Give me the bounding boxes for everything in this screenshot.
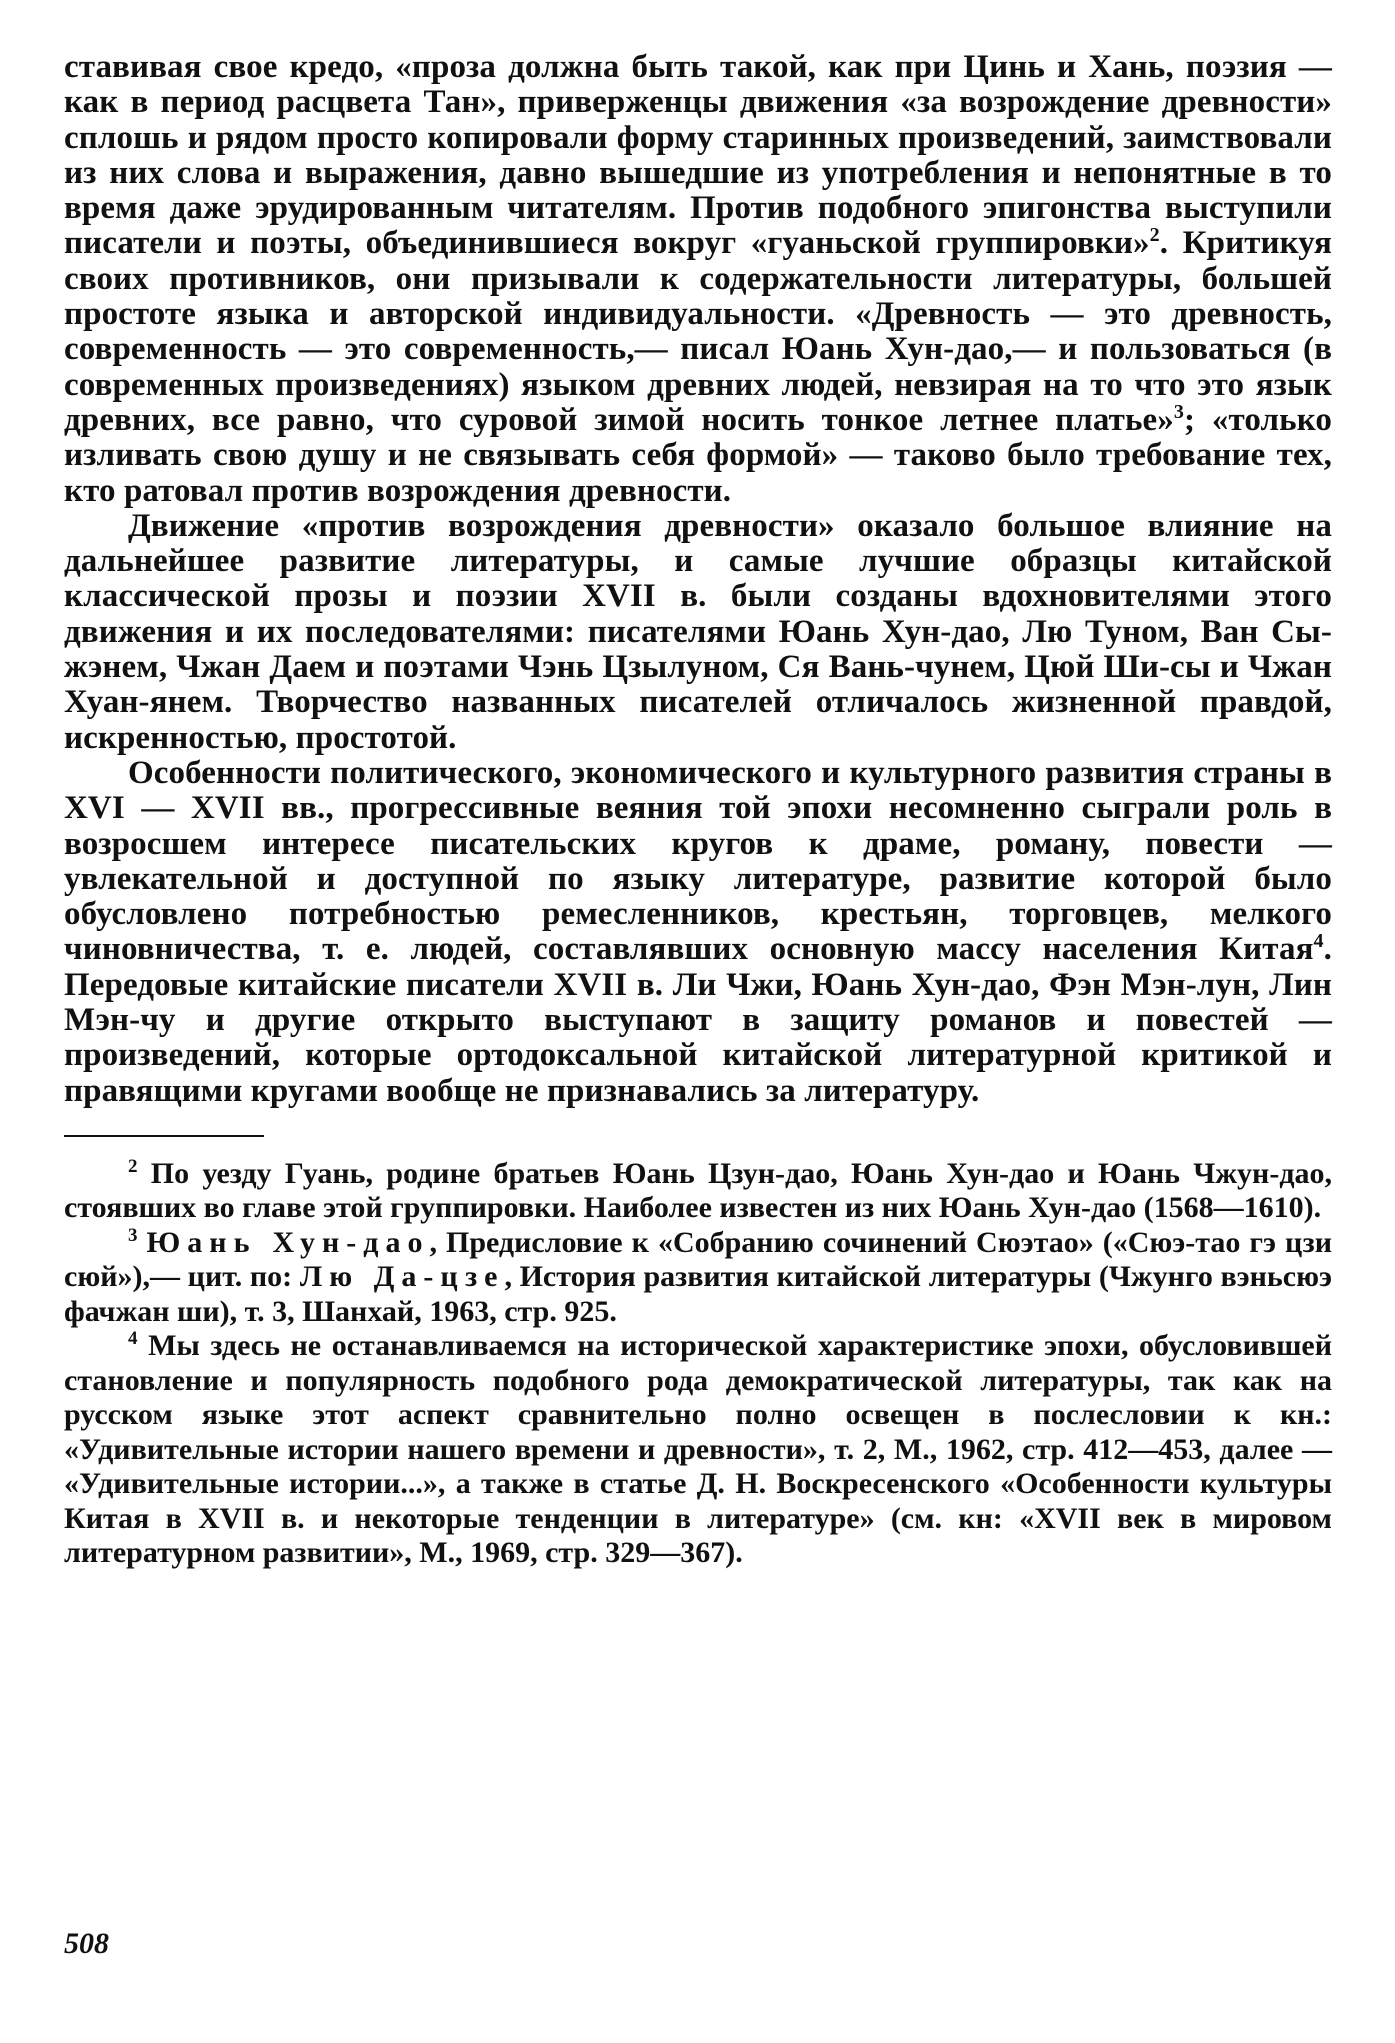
footnotes <box>64 1157 1332 1571</box>
footnote-ref-2[interactable]: 2 <box>1149 224 1160 247</box>
footnote-4 <box>64 1329 1332 1571</box>
footnote-3-text-b: , История развития китайской литературы (Чжунго вэньсюэ фачжан ши), т. 3, Шанхай, 1963, стр. 925. <box>64 1260 1332 1328</box>
footnote-mark-2: 2 <box>128 1155 138 1177</box>
paragraph-1-part-c: ; «только изливать свою душу и не связывать себя формой» — таково было требование тех, кто ратовал против возрождения древности. <box>64 401 1332 509</box>
paragraph-3-part-b: . Передовые китайские писатели XVII в. Ли Чжи, Юань Хун-дао, Фэн Мэн-лун, Лин Мэн-чу и другие открыто выступают в защиту романов и повестей — произведений, которые ортодоксальной китайской литературной критикой и правящими кругами вообще не признавались за литературу. <box>64 931 1332 1109</box>
footnote-3-author: Юань Хун-дао <box>146 1225 430 1259</box>
paragraph-3 <box>64 756 1332 1109</box>
footnote-divider <box>64 1135 264 1137</box>
paragraph-2: Движение «против возрождения древности» оказало большое влияние на дальнейшее развитие литературы, и самые лучшие образцы китайской классической прозы и поэзии XVII в. были созданы вдохновителями этого движения и их последователями: писателями Юань Хун-дао, Лю Туном, Ван Сы-жэнем, Чжан Даем и поэтами Чэнь Цзылуном, Ся Вань-чунем, Цюй Ши-сы и Чжан Хуан-янем. Творчество названных писателей отличалось жизненной правдой, искренностью, простотой. <box>64 507 1332 756</box>
main-text <box>64 50 1332 1109</box>
footnote-4-text: Мы здесь не останавливаемся на исторической характеристике эпохи, обусловившей становление и популярность подобного рода демократической литературы, так как на русском языке этот аспект сравнительно полно освещен в послесловии к кн.: «Удивительные истории нашего времени и древности», т. 2, М., 1962, стр. 412—453, далее — «Удивительные истории...», а также в статье Д. Н. Воскресенского «Особенности культуры Китая в XVII в. и некоторые тенденции в литературе» (см. кн: «XVII век в мировом литературном развитии», М., 1969, стр. 329—367). <box>64 1329 1332 1570</box>
footnote-ref-4[interactable]: 4 <box>1313 930 1324 953</box>
footnote-mark-3: 3 <box>128 1224 138 1246</box>
footnote-2 <box>64 1157 1332 1226</box>
footnote-3 <box>64 1226 1332 1330</box>
paragraph-3-part-a: Особенности политического, экономического и культурного развития страны в XVI — XVII вв., прогрессивные веяния той эпохи несомненно сыграли роль в возросшем интересе писательских кругов к драме, роману, повести — увлекательной и доступной по языку литературе, развитие которой было обусловлено потребностью ремесленников, крестьян, торговцев, мелкого чиновничества, т. е. людей, составлявших основную массу населения Китая <box>64 754 1332 968</box>
footnote-3-text-a: , Предисловие к «Собранию сочинений Сюэтао» («Сюэ-тао гэ цзи сюй»),— цит. по: <box>64 1225 1332 1294</box>
footnote-mark-4: 4 <box>128 1328 138 1350</box>
footnote-3-author-2: Лю Да-цзе <box>299 1260 505 1294</box>
paragraph-1 <box>64 50 1332 509</box>
footnote-ref-3[interactable]: 3 <box>1173 400 1184 423</box>
paragraph-1-part-b: . Критикуя своих противников, они призывали к содержательности литературы, большей простоте языка и авторской индивидуальности. «Древность — это древность, современность — это современность,— писал Юань Хун-дао,— и пользоваться (в современных произведениях) языком древних людей, невзирая на то что это язык древних, все равно, что суровой зимой носить тонкое летнее платье» <box>64 225 1332 438</box>
paragraph-1-part-a: ставивая свое кредо, «проза должна быть такой, как при Цинь и Хань, поэзия — как в период расцвета Тан», приверженцы движения «за возрождение древности» сплошь и рядом просто копировали форму старинных произведений, заимствовали из них слова и выражения, давно вышедшие из употребления и непонятные в то время даже эрудированным читателям. Против подобного эпигонства выступили писатели и поэты, объединившиеся вокруг «гуаньской группировки» <box>64 49 1332 262</box>
page-number: 508 <box>64 1927 109 1960</box>
footnote-2-text: По уезду Гуань, родине братьев Юань Цзун-дао, Юань Хун-дао и Юань Чжун-дао, стоявших во главе этой группировки. Наиболее известен из них Юань Хун-дао (1568—1610). <box>64 1156 1332 1225</box>
page <box>64 50 1332 1571</box>
